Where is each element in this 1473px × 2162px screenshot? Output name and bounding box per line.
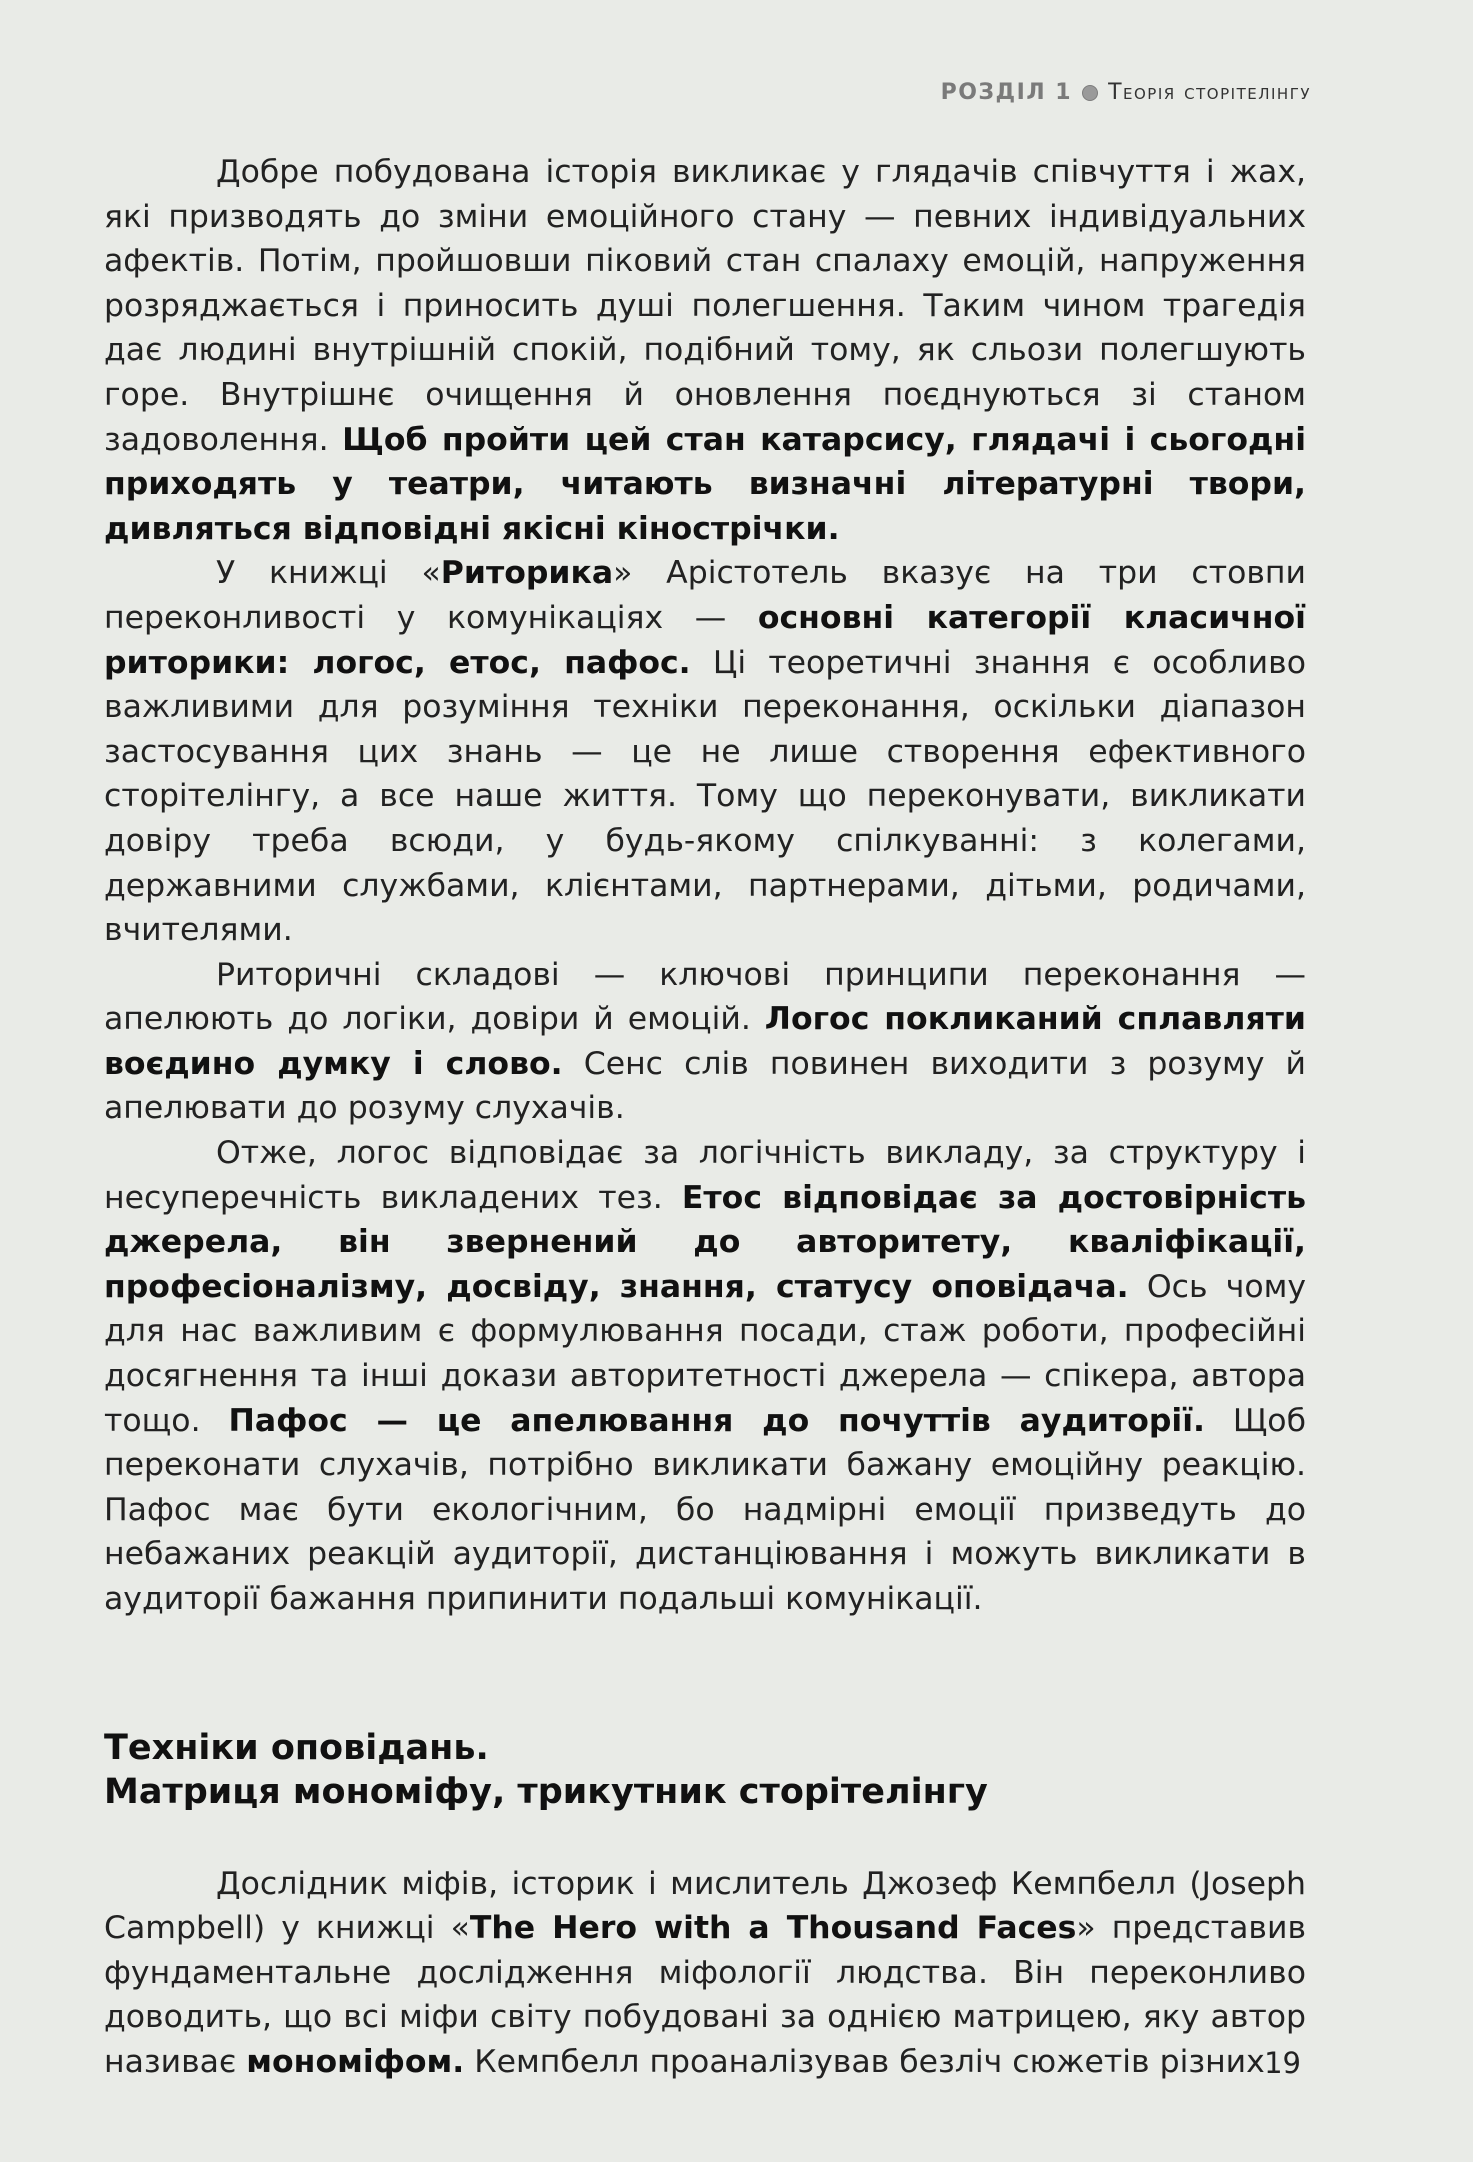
section-heading-line-1: Техніки оповідань. <box>104 1727 489 1768</box>
bold-text: мономіфом. <box>246 2043 465 2080</box>
bold-text: Риторика <box>440 555 614 592</box>
bold-text: Щоб пройти цей стан катарсису, глядачі і сьогодні приходять у театри, читають визначні літературні твори, дивляться відповідні якісні кінострічки. <box>104 421 1306 547</box>
section-heading <box>104 1726 1306 1814</box>
text-run: » представив фундаментальне дослідження міфології людства. Він переконливо доводить, що всі міфи світу побудовані за однією матрицею, яку автор називає <box>104 1910 1307 2080</box>
text-run: У книжці « <box>216 555 441 592</box>
chapter-title: Теорія сторітелінгу <box>1108 80 1311 105</box>
text-run: Добре побудована історія викликає у глядачів співчуття і жах, які призводять до зміни емоційного стану — певних індивідуальних афектів. Потім, пройшовши піковий стан спалаху емоцій, напруження розряджається і приносить душі полегшення. Таким чином трагедія дає людині внутрішній спокій, подібний тому, як сльози полегшують горе. Внутрішнє очищення й оновлення поєднуються зі станом задоволення. <box>104 154 1306 458</box>
paragraph <box>104 953 1306 1131</box>
text-run: Ось чому для нас важливим є формулювання посади, стаж роботи, професійні досягнення та інші докази авторитетності джерела — спікера, автора тощо. <box>104 1268 1306 1439</box>
running-head <box>941 80 1311 105</box>
bold-text: Логос покликаний сплавляти воєдино думку і слово. <box>104 1001 1306 1082</box>
text-run: Кемпбелл проаналізував безліч сюжетів різних <box>464 2043 1265 2080</box>
text-run: Риторичні складові — ключові принципи переконання — апелюють до логіки, довіри й емоцій. <box>104 956 1306 1038</box>
text-run: Щоб переконати слухачів, потрібно викликати бажану емоційну реакцію. Пафос має бути екологічним, бо надмірні емоції призведуть до небажаних реакцій аудиторії, дистанціювання і можуть викликати в аудиторії бажання припинити подальші комунікації. <box>104 1402 1307 1617</box>
bullet-dot-icon <box>1082 85 1098 101</box>
chapter-label: РОЗДІЛ 1 <box>940 80 1073 105</box>
paragraph <box>104 1131 1306 1622</box>
text-run: » Арістотель вказує на три стовпи переконливості у комунікаціях — <box>104 555 1306 636</box>
paragraphs-after <box>104 1862 1306 2085</box>
page-number: 19 <box>1264 2046 1301 2080</box>
text-run: Отже, логос відповідає за логічність викладу, за структуру і несуперечність викладених тез. <box>104 1135 1306 1216</box>
text-run: Ці теоретичні знання є особливо важливими для розуміння техніки переконання, оскільки діапазон застосування цих знань — це не лише створення ефективного сторітелінгу, а все наше життя. Тому що переконувати, викликати довіру треба всюди, у будь-якому спілкуванні: з колегами, державними службами, клієнтами, партнерами, дітьми, родичами, вчителями. <box>104 644 1306 949</box>
bold-text: The Hero with a Thousand Faces <box>469 1910 1077 1947</box>
text-run: Сенс слів повинен виходити з розуму й апелювати до розуму слухачів. <box>104 1045 1307 1127</box>
page-body <box>104 150 1306 2085</box>
bold-text: Етос відповідає за достовірність джерела, він звернений до авторитету, кваліфікації, професіоналізму, досвіду, знання, статусу оповідача. <box>104 1179 1306 1305</box>
bold-text: Пафос — це апелювання до почуттів аудиторії. <box>228 1402 1205 1439</box>
paragraph <box>104 1862 1306 2085</box>
text-run: Дослідник міфів, історик і мислитель Джозеф Кемпбелл (Joseph Campbell) у книжці « <box>104 1865 1306 1947</box>
paragraph <box>104 150 1306 551</box>
bold-text: основні категорії класичної риторики: логос, етос, пафос. <box>104 599 1306 681</box>
section-heading-line-2: Матриця мономіфу, трикутник сторітелінгу <box>104 1771 988 1812</box>
paragraphs-before <box>104 150 1306 1622</box>
paragraph <box>104 551 1306 952</box>
